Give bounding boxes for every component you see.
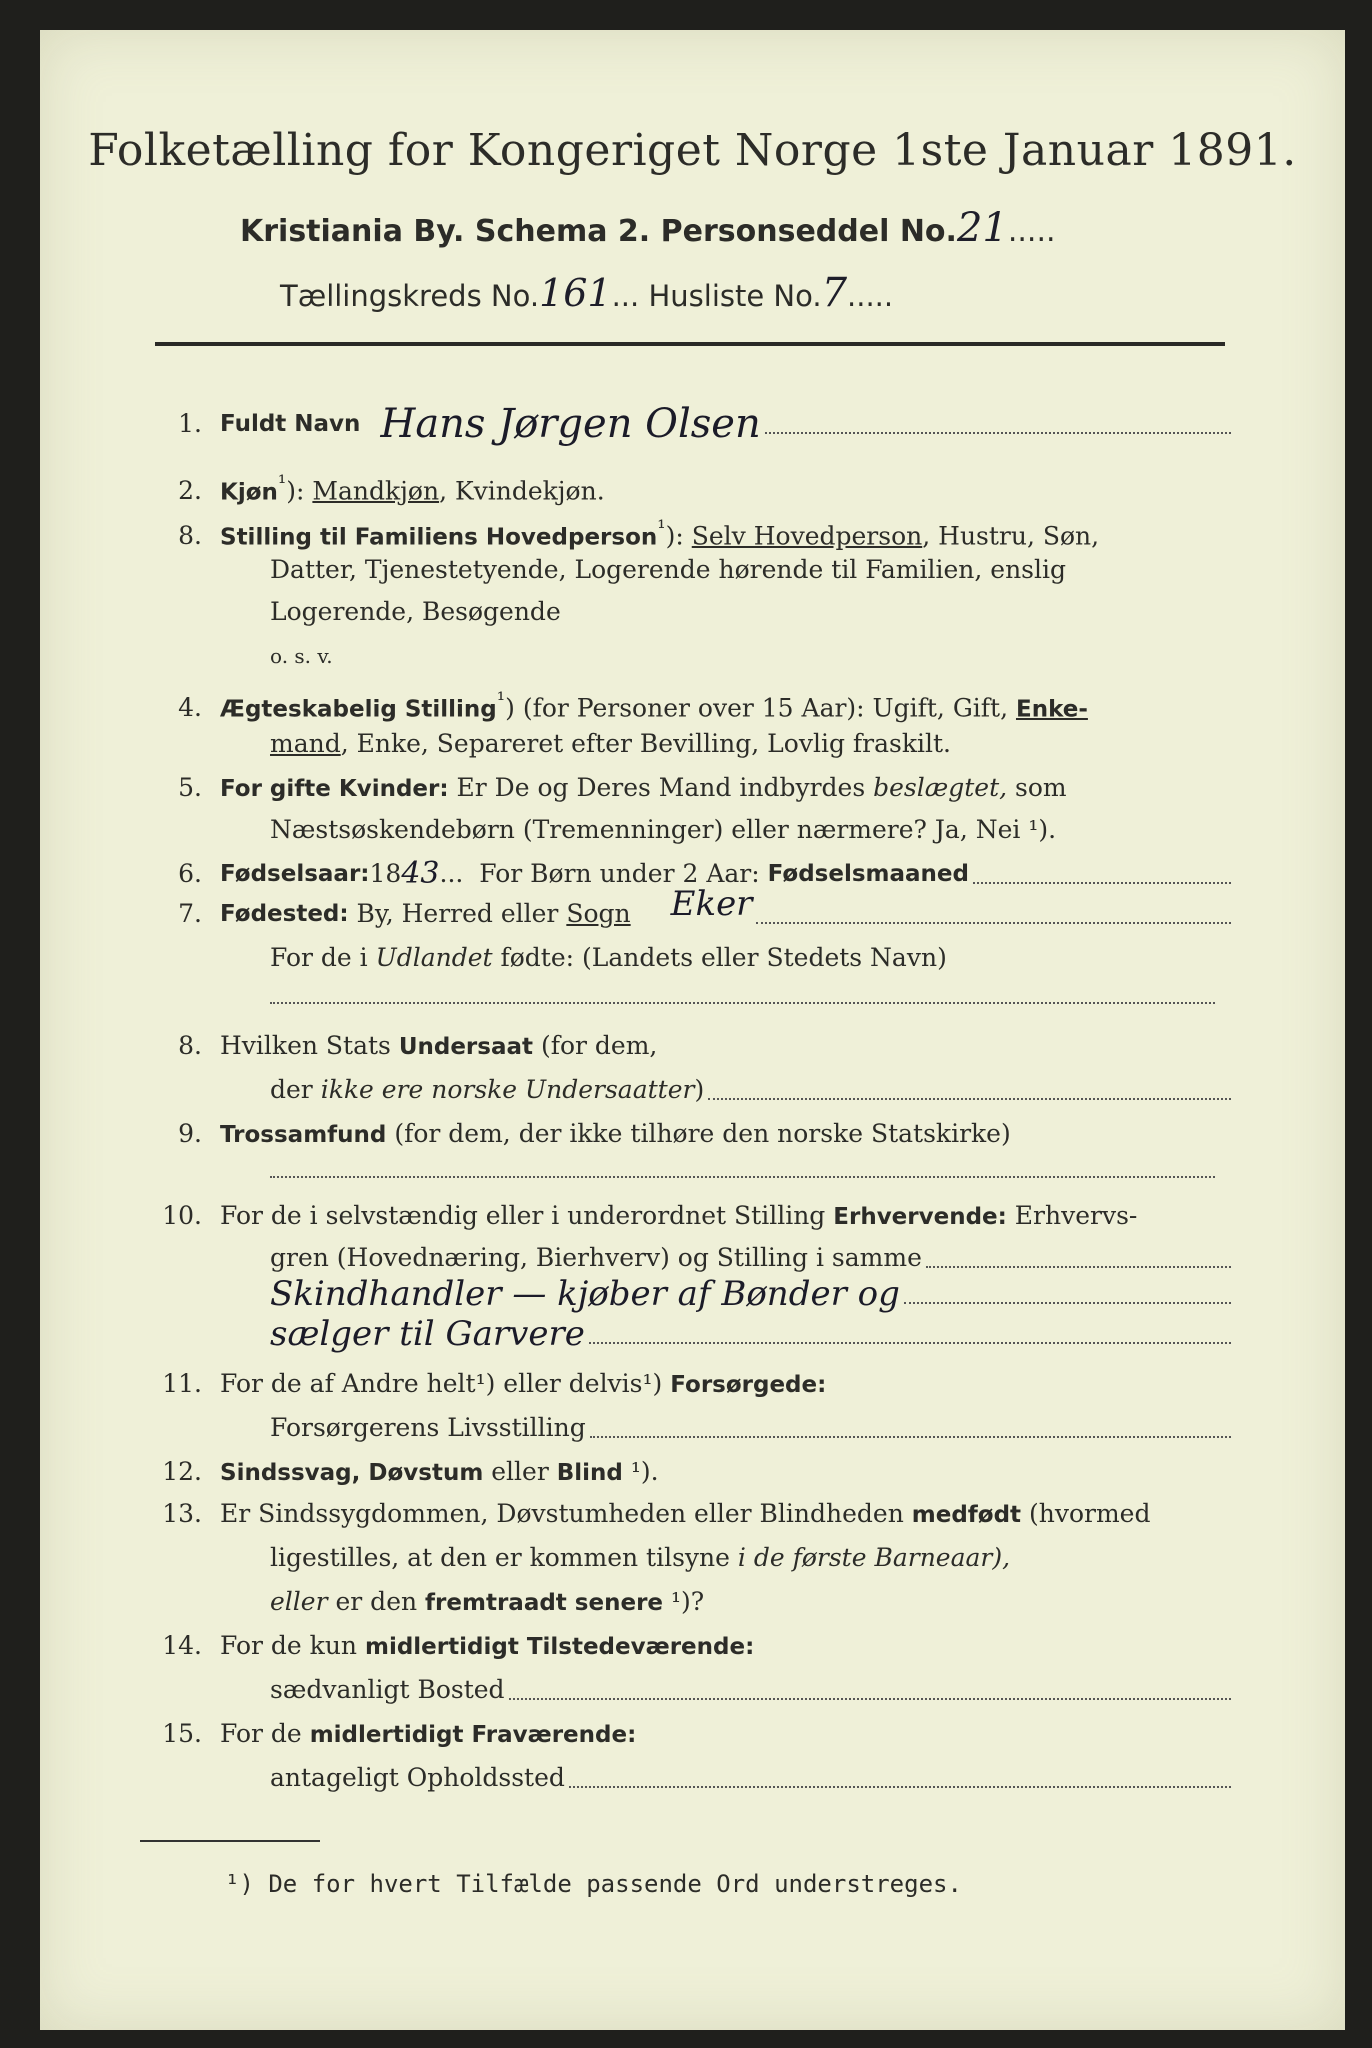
q10-answer-dots2 <box>589 1342 1231 1344</box>
q3-line3: Logerende, Besøgende <box>270 597 561 626</box>
q3-number: 8. <box>178 521 202 551</box>
q9-rest: (for dem, der ikke tilhøre den norske Statskirke) <box>386 1119 1011 1148</box>
q3-label: Stilling til Familiens Hovedperson <box>220 524 658 551</box>
q3-line2: Datter, Tjenestetyende, Logerende hørende til Familien, enslig <box>270 555 1067 584</box>
q5-number: 5. <box>178 773 202 802</box>
kreds-line: Tællingskreds No.161... Husliste No.7..... <box>280 270 894 316</box>
q8-line1a: Hvilken Stats <box>220 1031 399 1060</box>
q13-line3b: ¹)? <box>663 1587 705 1616</box>
q13-line2-italic: i de første Barneaar), <box>737 1543 1011 1572</box>
q13-line3 <box>270 1586 1235 1619</box>
q10-line1b: Erhvervs- <box>1006 1201 1138 1230</box>
q11-dotline <box>590 1436 1231 1438</box>
q4-number: 4. <box>178 693 202 723</box>
q4-sup: ¹ <box>496 688 506 712</box>
q6-rest: For Børn under 2 Aar: <box>463 859 768 888</box>
q11-line1a: For de af Andre helt¹) eller delvis¹) <box>220 1369 671 1398</box>
q8-line1b: (for dem, <box>533 1031 658 1060</box>
q14-line1a: For de kun <box>220 1631 365 1660</box>
occupation-value-2: sælger til Garvere <box>270 1314 585 1354</box>
q6-number: 6. <box>178 859 202 888</box>
q5-line1-end: som <box>1007 773 1067 802</box>
q10-answer-line2 <box>270 1314 1235 1354</box>
q4-line2-wrap <box>270 728 1235 760</box>
q12-rest: ¹). <box>622 1457 659 1486</box>
q7-dotline <box>756 922 1231 924</box>
q4-line1: ) (for Personer over 15 Aar): Ugift, Gift, <box>505 693 1016 723</box>
question-13 <box>140 1498 1235 1531</box>
position-selected: Selv Hovedperson <box>691 521 923 551</box>
q2-number: 2. <box>178 476 202 506</box>
q13-number: 13. <box>162 1499 202 1528</box>
q3-line1-rest: , Hustru, Søn, <box>922 521 1100 551</box>
question-1 <box>140 401 1235 447</box>
q8-line2a: der <box>270 1075 321 1104</box>
full-name-value: Hans Jørgen Olsen <box>380 401 761 447</box>
q3-line4: o. s. v. <box>270 644 333 668</box>
q14-line2 <box>270 1674 1235 1706</box>
question-7 <box>140 884 1235 930</box>
q10-label: Erhvervende: <box>833 1204 1007 1230</box>
q9-blank-line <box>270 1176 1215 1178</box>
q7-line1: By, Herred eller <box>348 899 567 928</box>
q2-rest: ): <box>286 476 305 506</box>
q10-dotline <box>926 1266 1231 1268</box>
husliste-label: Husliste No. <box>648 279 822 313</box>
q8-label: Undersaat <box>398 1034 533 1060</box>
q8-number: 8. <box>178 1031 202 1060</box>
marital-selected-b: mand <box>270 729 341 758</box>
q13-line1b: (hvormed <box>1021 1499 1151 1528</box>
q7-line2a: For de i <box>270 943 376 972</box>
question-8 <box>140 1030 1235 1063</box>
q7-blank-line <box>270 1002 1215 1004</box>
q15-label: midlertidigt Fraværende: <box>309 1722 637 1748</box>
q13-line3a: er den <box>327 1587 426 1616</box>
kreds-number: 161 <box>539 271 612 315</box>
q9-number: 9. <box>178 1119 202 1148</box>
question-15 <box>140 1718 1235 1751</box>
question-10 <box>140 1200 1235 1233</box>
question-12 <box>140 1456 1235 1489</box>
q7-line2-italic: Udlandet <box>375 943 493 972</box>
question-6: 6. Fødselsaar: 18 43 ... For Børn under 2 Aar: Fødselsmaaned <box>140 858 1235 890</box>
question-14 <box>140 1630 1235 1663</box>
q7-line2b: fødte: (Landets eller Stedets Navn) <box>492 943 947 972</box>
header-rule <box>155 342 1225 346</box>
schema-line-text: Kristiania By. Schema 2. Personseddel No. <box>240 214 957 249</box>
q11-line2 <box>270 1412 1235 1444</box>
question-5 <box>140 772 1235 805</box>
q10-line1a: For de i selvstændig eller i underordnet Stilling <box>220 1201 834 1230</box>
occupation-value-1: Skindhandler — kjøber af Bønder og <box>270 1274 900 1314</box>
q8-dotline <box>708 1098 1231 1100</box>
q3-sup: ¹ <box>657 516 666 540</box>
birthplace-selected: Sogn <box>566 899 631 928</box>
q12-label2: Blind <box>556 1460 623 1486</box>
q15-number: 15. <box>162 1719 202 1748</box>
question-3 <box>140 512 1235 553</box>
kreds-label: Tællingskreds No. <box>280 279 540 313</box>
q15-line2 <box>270 1762 1235 1794</box>
q15-line2-text: antageligt Opholdssted <box>270 1763 565 1792</box>
q11-label: Forsørgede: <box>670 1372 827 1398</box>
birthplace-value: Eker <box>670 884 753 924</box>
q12-label: Sindssvag, Døvstum <box>220 1460 484 1486</box>
q12-mid: eller <box>483 1457 557 1486</box>
q5-line1: Er De og Deres Mand indbyrdes <box>448 773 874 802</box>
q13-line3-italic: eller <box>270 1587 328 1616</box>
question-2 <box>140 467 1235 508</box>
husliste-number: 7 <box>821 270 848 316</box>
q14-number: 14. <box>162 1631 202 1660</box>
q10-line2 <box>270 1242 1235 1274</box>
q15-dotline <box>569 1786 1231 1788</box>
schema-line: Kristiania By. Schema 2. Personseddel No.21..... <box>240 205 1056 251</box>
form-title: Folketælling for Kongeriget Norge 1ste Januar 1891. <box>88 125 1297 176</box>
q13-line2 <box>270 1542 1235 1574</box>
q12-number: 12. <box>162 1457 202 1486</box>
gender-option: , Kvindekjøn. <box>439 476 605 506</box>
footnote: ¹) De for hvert Tilfælde passende Ord understreges. <box>225 1870 962 1898</box>
q6-label2: Fødselsmaaned <box>767 861 969 887</box>
q8-line2b: ) <box>694 1075 705 1104</box>
q6-prefix: 18 <box>369 859 402 888</box>
question-4 <box>140 684 1235 725</box>
gender-selected: Mandkjøn <box>312 476 440 506</box>
q15-line1a: For de <box>220 1719 310 1748</box>
q13-line1a: Er Sindssygdommen, Døvstumheden eller Blindheden <box>220 1499 912 1528</box>
footnote-rule <box>140 1840 320 1842</box>
q8-line2-italic: ikke ere norske Undersaatter <box>320 1075 695 1104</box>
q11-number: 11. <box>162 1369 202 1398</box>
personseddel-number: 21 <box>956 205 1008 251</box>
q4-label: Ægteskabelig Stilling <box>220 696 497 723</box>
q14-label: midlertidigt Tilstedeværende: <box>364 1634 755 1660</box>
q14-dotline <box>509 1698 1231 1700</box>
birth-year-value: 43 <box>401 856 440 891</box>
q7-number: 7. <box>178 899 202 928</box>
marital-selected-a: Enke- <box>1015 696 1088 723</box>
q6-label: Fødselsaar: <box>220 861 370 887</box>
q7-label: Fødested: <box>220 901 349 927</box>
q4-line2: , Enke, Separeret efter Bevilling, Lovlig fraskilt. <box>340 729 951 758</box>
q1-number: 1. <box>178 409 202 438</box>
q5-italic: beslægtet, <box>873 773 1008 802</box>
q5-label: For gifte Kvinder: <box>220 776 449 802</box>
q11-line2-text: Forsørgerens Livsstilling <box>270 1413 586 1442</box>
q6-dotline <box>973 882 1231 884</box>
q1-dotline <box>765 432 1231 434</box>
q1-label: Fuldt Navn <box>220 411 361 437</box>
census-form <box>40 30 1345 2030</box>
q7-line2 <box>270 942 1235 974</box>
q8-line2 <box>270 1074 1235 1106</box>
q3-rest: ): <box>665 521 692 551</box>
q10-answer-line1 <box>270 1274 1235 1314</box>
q9-label: Trossamfund <box>220 1122 387 1148</box>
q10-answer-dots1 <box>904 1302 1231 1304</box>
q14-line2-text: sædvanligt Bosted <box>270 1675 505 1704</box>
q13-label: medfødt <box>911 1502 1022 1528</box>
question-9 <box>140 1118 1235 1151</box>
q10-line2-text: gren (Hovednæring, Bierhverv) og Stilling i samme <box>270 1243 922 1272</box>
question-11 <box>140 1368 1235 1401</box>
q13-line2a: ligestilles, at den er kommen tilsyne <box>270 1543 738 1572</box>
q2-label: Kjøn <box>220 479 278 506</box>
q10-number: 10. <box>162 1201 202 1230</box>
q13-label2: fremtraadt senere <box>425 1590 664 1616</box>
q2-sup: ¹ <box>277 471 287 495</box>
q5-line2: Næstsøskendebørn (Tremenninger) eller nærmere? Ja, Nei ¹). <box>270 815 1057 844</box>
